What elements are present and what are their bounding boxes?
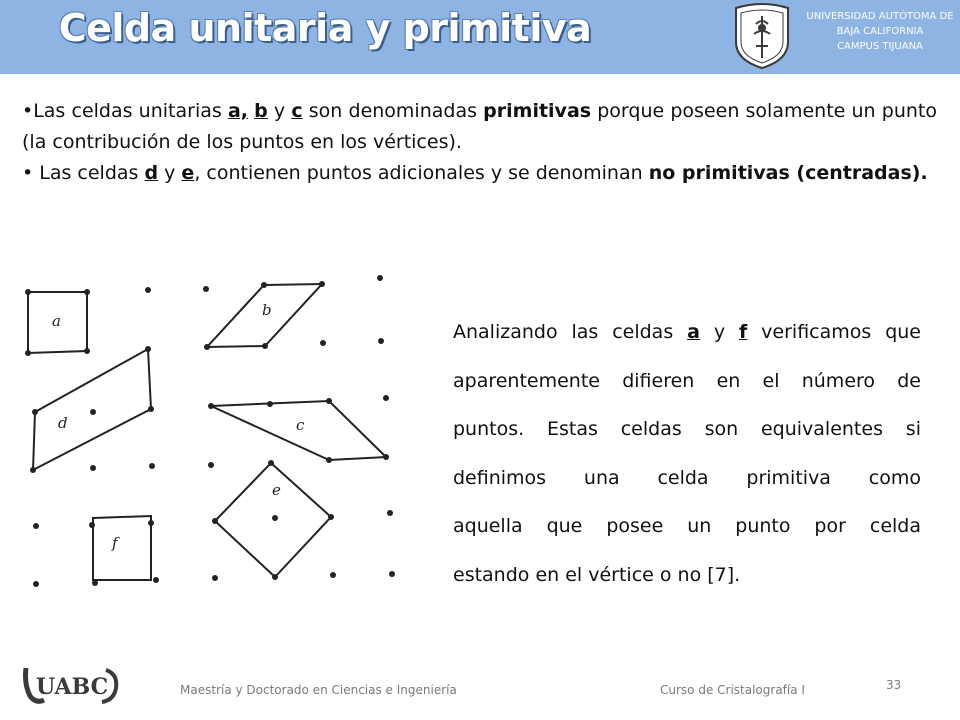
bullet-primitive: •Las celdas unitarias a, b y c son denominadas primitivas porque poseen solamente un punto (la contribución de los puntos en los vértices). <box>22 100 937 153</box>
cell-label-f: f <box>112 534 118 552</box>
bullet-list <box>22 96 937 189</box>
para-line-3: puntos. Estas celdas son equivalentes si <box>453 418 921 440</box>
header-bar <box>0 0 960 74</box>
cell-f <box>93 516 151 580</box>
svg-text:UABC: UABC <box>36 674 109 700</box>
cell-label-c: c <box>296 416 305 434</box>
slide-title: Celda unitaria y primitiva <box>58 6 592 50</box>
institution-name <box>800 9 960 54</box>
para-line-2: aparentemente difieren en el número de <box>453 369 921 392</box>
institution-line-2: BAJA CALIFORNIA <box>836 26 924 37</box>
cell-label-e: e <box>272 481 281 499</box>
cell-label-a: a <box>52 312 61 330</box>
para-line-4: definimos una celda primitiva como <box>453 466 921 489</box>
lattice-points <box>25 275 395 587</box>
footer-course: Curso de Cristalografía I <box>660 683 805 697</box>
uabc-logo-icon <box>22 660 122 708</box>
institution-line-3: CAMPUS TIJUANA <box>837 41 923 52</box>
para-line-1: Analizando las celdas a y f verificamos que <box>453 321 921 343</box>
para-line-5: aquella que posee un punto por celda <box>453 515 921 537</box>
page-number: 33 <box>886 678 902 692</box>
para-line-6: estando en el vértice o no [7]. <box>453 563 741 586</box>
bullet-non-primitive: • Las celdas d y e, contienen puntos adicionales y se denominan no primitivas (centradas). <box>22 162 928 184</box>
university-seal-icon <box>730 2 794 70</box>
institution-line-1: UNIVERSIDAD AUTÓTOMA DE <box>806 11 954 22</box>
cell-label-b: b <box>262 301 272 319</box>
cell-label-d: d <box>58 414 68 432</box>
footer-program: Maestría y Doctorado en Ciencias e Ingeniería <box>180 683 457 697</box>
lattice-cells-figure <box>0 262 430 607</box>
analysis-paragraph <box>453 308 921 599</box>
